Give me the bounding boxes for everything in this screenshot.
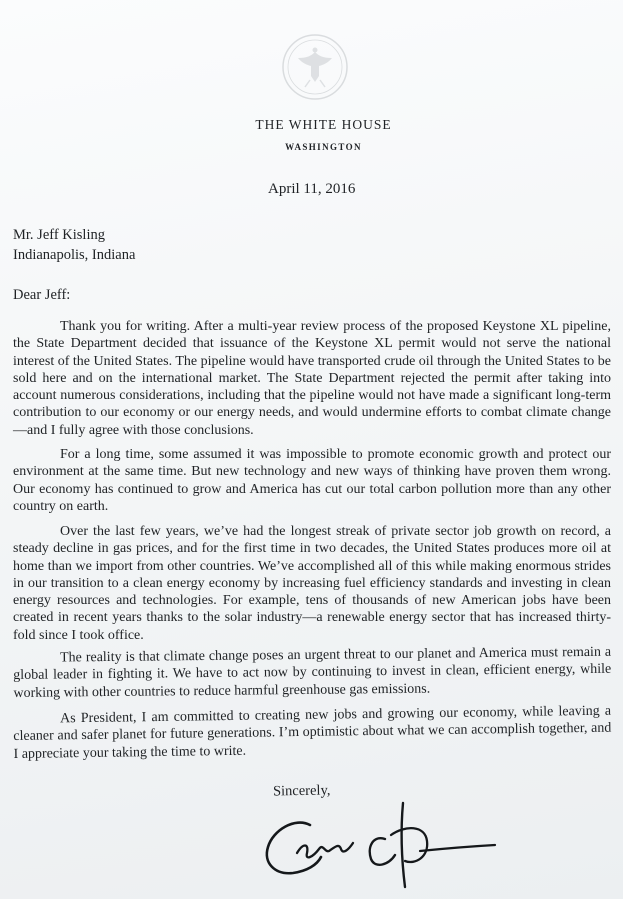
- body-paragraph: Over the last few years, we’ve had the longest streak of private sector job growth on record, a steady decline in gas prices, and for the first time in two decades, the United States produces more oil at home than we import from other countries. We’ve accomplished all of this while making enormous strides in our transition to a clean energy economy by increasing fuel efficiency standards and investing in clean energy resources and technologies. For example, tens of thousands of new American jobs have been created in recent years thanks to the solar industry—a renewable energy sector that has increased thirty-fold since I took office.: [13, 524, 611, 643]
- letter-date: April 11, 2016: [268, 181, 356, 197]
- body-paragraph: For a long time, some assumed it was impossible to promote economic growth and protect our environment at the same time. But new technology and new ways of thinking have proven them wrong. Our economy has continued to grow and America has cut our total carbon pollution more than any other country on earth.: [13, 447, 611, 514]
- letterhead-city: WASHINGTON: [285, 142, 362, 152]
- recipient-name: Mr. Jeff Kisling: [13, 227, 105, 243]
- presidential-seal-icon: [280, 32, 350, 102]
- salutation: Dear Jeff:: [13, 287, 71, 303]
- handwritten-signature: [255, 795, 515, 895]
- body-paragraph: As President, I am committed to creating new jobs and growing our economy, while leaving a cleaner and safer planet for future generations. I’m optimistic about what we can accomplish together, and I appreciate your taking the time to write.: [13, 703, 612, 762]
- body-paragraph: Thank you for writing. After a multi-year review process of the proposed Keystone XL pipeline, the State Department decided that issuance of the Keystone XL permit would not serve the national interest of the United States. The pipeline would have transported crude oil through the United States to be sold here and on the international market. The State Department rejected the permit after taking into account numerous considerations, including that the pipeline would not have made a significant long-term contribution to our economy or our energy needs, and would undermine efforts to combat climate change—and I fully agree with those conclusions.: [13, 319, 611, 438]
- recipient-block: [13, 225, 135, 265]
- body-paragraph: The reality is that climate change poses an urgent threat to our planet and America must remain a global leader in fighting it. We have to act now by continuing to invest in clean, efficient energy, while working with other countries to reduce harmful greenhouse gas emissions.: [13, 644, 612, 701]
- letterhead-title: THE WHITE HOUSE: [255, 117, 392, 132]
- recipient-location: Indianapolis, Indiana: [13, 247, 136, 263]
- closing: Sincerely,: [272, 782, 331, 800]
